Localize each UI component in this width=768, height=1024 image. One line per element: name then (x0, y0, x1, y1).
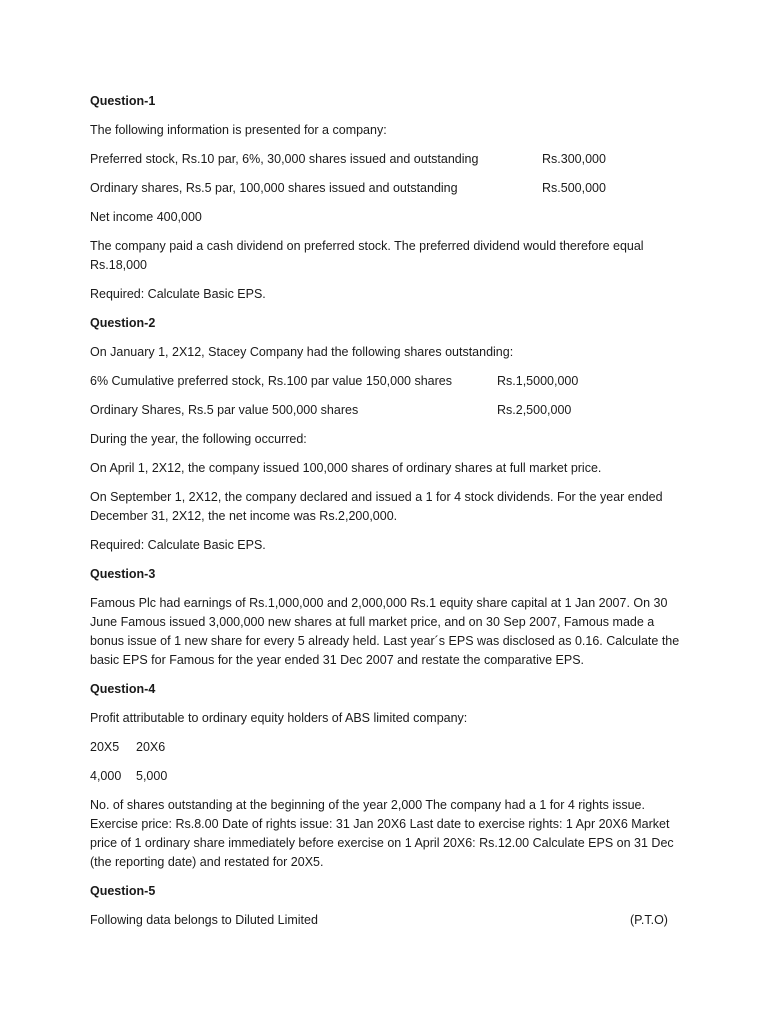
question-1-dividend: The company paid a cash dividend on preferred stock. The preferred dividend would therefore equal Rs.18,000 (90, 239, 644, 272)
question-5-intro: Following data belongs to Diluted Limited (90, 913, 318, 927)
row-label: Preferred stock, Rs.10 par, 6%, 30,000 shares issued and outstanding (90, 152, 479, 166)
question-2-heading: Question-2 (90, 316, 156, 330)
question-1-row-ordinary (90, 179, 680, 198)
question-5-heading: Question-5 (90, 884, 156, 898)
document-page (90, 92, 680, 940)
question-2-during: During the year, the following occurred: (90, 432, 307, 446)
profit-value: 5,000 (136, 769, 168, 783)
row-amount: Rs.500,000 (542, 181, 606, 195)
question-1-row-preferred (90, 150, 680, 169)
question-2-row-ordinary (90, 401, 680, 420)
question-2-april: On April 1, 2X12, the company issued 100,000 shares of ordinary shares at full market price. (90, 461, 602, 475)
row-amount: Rs.2,500,000 (497, 403, 572, 417)
question-2-september: On September 1, 2X12, the company declared and issued a 1 for 4 stock dividends. For the year ended December 31, 2X12, the net income was Rs.2,200,000. (90, 490, 663, 523)
row-label: 6% Cumulative preferred stock, Rs.100 par value 150,000 shares (90, 374, 452, 388)
question-1-heading: Question-1 (90, 94, 156, 108)
row-label: Ordinary shares, Rs.5 par, 100,000 shares issued and outstanding (90, 181, 458, 195)
question-1-required: Required: Calculate Basic EPS. (90, 287, 266, 301)
question-4-body: No. of shares outstanding at the beginning of the year 2,000 The company had a 1 for 4 rights issue. Exercise price: Rs.8.00 Date of rights issue: 31 Jan 20X6 Last date to exercise rights: 1 Apr 20X6 Market price of 1 ordinary share immediately before exercise on 1 April 20X6: Rs.12.00 Calculate EPS on 31 Dec (the reporting date) and restated for 20X5. (90, 798, 674, 869)
row-amount: Rs.1,5000,000 (497, 374, 579, 388)
question-4-heading: Question-4 (90, 682, 156, 696)
question-3-heading: Question-3 (90, 567, 156, 581)
question-5-intro-row (90, 911, 680, 930)
question-2-row-preferred (90, 372, 680, 391)
row-amount: Rs.300,000 (542, 152, 606, 166)
question-2-intro: On January 1, 2X12, Stacey Company had the following shares outstanding: (90, 345, 514, 359)
question-2-required: Required: Calculate Basic EPS. (90, 538, 266, 552)
question-4-intro: Profit attributable to ordinary equity holders of ABS limited company: (90, 711, 468, 725)
question-1-net-income: Net income 400,000 (90, 210, 202, 224)
year-label: 20X6 (136, 740, 166, 754)
question-4-years-row (90, 738, 680, 757)
profit-value: 4,000 (90, 769, 122, 783)
question-3-body: Famous Plc had earnings of Rs.1,000,000 and 2,000,000 Rs.1 equity share capital at 1 Jan 2007. On 30 June Famous issued 3,000,000 new shares at full market price, and on 30 Sep 2007, Famous made a bonus issue of 1 new share for every 5 already held. Last year´s EPS was disclosed as 0.16. Calculate the basic EPS for Famous for the year ended 31 Dec 2007 and restate the comparative EPS. (90, 596, 680, 667)
pto-label: (P.T.O) (630, 913, 668, 927)
year-label: 20X5 (90, 740, 120, 754)
question-4-profits-row (90, 767, 680, 786)
question-1-intro: The following information is presented for a company: (90, 123, 387, 137)
row-label: Ordinary Shares, Rs.5 par value 500,000 shares (90, 403, 359, 417)
